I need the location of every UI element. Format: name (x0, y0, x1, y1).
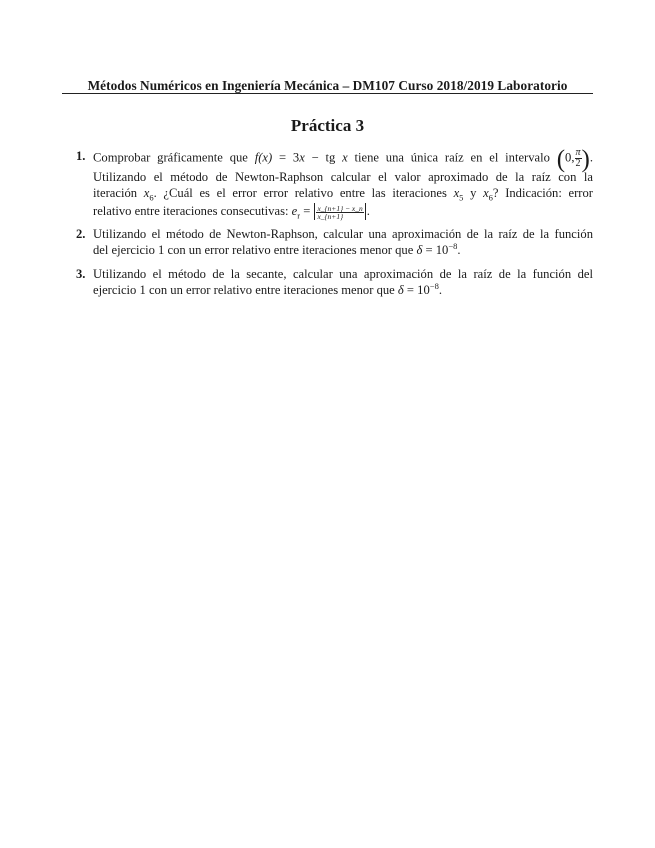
page-header: Métodos Numéricos en Ingeniería Mecánica – DM107 Curso 2018/2019 Laboratorio (87, 78, 568, 93)
exercise-2 (76, 226, 593, 258)
subscript: r (297, 210, 301, 221)
exercise-body (93, 148, 593, 221)
fraction-numerator: π (575, 147, 581, 158)
math-x: x (299, 150, 305, 165)
text: Comprobar gráficamente que (93, 150, 255, 165)
exercise-line (93, 185, 593, 201)
exercise-line (93, 203, 593, 220)
interval-start: 0, (565, 150, 575, 165)
error-fraction (316, 205, 363, 221)
subscript: 6 (149, 192, 154, 203)
exercise-number: 1. (76, 149, 86, 163)
text: . (589, 150, 593, 165)
math-x: x (483, 186, 489, 201)
subscript: 5 (459, 192, 464, 203)
fraction-denominator: 2 (575, 158, 581, 169)
text: . (438, 283, 442, 298)
exercise-line (93, 242, 593, 258)
exercise-line (93, 146, 593, 174)
abs-bar-left (314, 203, 315, 220)
math-x: x (143, 186, 150, 201)
subscript: 6 (488, 192, 493, 203)
math-x: x (453, 186, 460, 201)
left-paren: ( (556, 146, 566, 174)
text: − tg (304, 150, 343, 165)
right-paren: ) (581, 146, 590, 174)
text: . (366, 204, 370, 219)
abs-bar-right (365, 203, 366, 220)
text: = (300, 204, 314, 219)
math-fx: f(x) (254, 150, 273, 165)
math-delta: δ (397, 283, 404, 298)
text: = 10 (403, 283, 430, 298)
page-title: Práctica 3 (290, 116, 365, 135)
text: tiene una única raíz en el intervalo (347, 150, 557, 165)
text: ejercicio 1 con un error relativo entre iteraciones menor que (93, 283, 398, 298)
math-e: e (291, 204, 298, 219)
exercise-line: Utilizando el método de Newton-Raphson calcular el valor aproximado de la raíz con la (93, 170, 593, 184)
exercise-body (93, 266, 593, 298)
fraction-denominator: x_{n+1} (317, 212, 344, 222)
text: ? Indicación: error (492, 186, 593, 201)
interval-fraction (575, 148, 582, 169)
exercise-1 (76, 148, 593, 221)
exercise-body (93, 226, 593, 258)
math-x: x (342, 150, 348, 165)
superscript: −8 (429, 281, 439, 292)
text: relativo entre iteraciones consecutivas: (93, 204, 292, 219)
exercise-line: Utilizando el método de la secante, calcular una aproximación de la raíz de la función del (93, 267, 593, 281)
exercise-number: 2. (76, 227, 86, 241)
text: y (463, 186, 484, 201)
text: iteración (93, 186, 144, 201)
exercise-line (93, 282, 593, 298)
superscript: −8 (448, 241, 458, 252)
text: = 10 (422, 243, 449, 258)
text: = 3 (272, 150, 300, 165)
text: . (457, 243, 461, 258)
text: del ejercicio 1 con un error relativo entre iteraciones menor que (93, 243, 417, 258)
exercise-line: Utilizando el método de Newton-Raphson, calcular una aproximación de la raíz de la función (93, 227, 593, 241)
text: . ¿Cuál es el error error relativo entre las iteraciones (153, 186, 454, 201)
header-rule (62, 93, 593, 94)
math-delta: δ (416, 243, 423, 258)
exercise-3 (76, 266, 593, 298)
exercise-number: 3. (76, 267, 86, 281)
fraction-numerator: x_{n+1} − x_n (317, 203, 363, 213)
